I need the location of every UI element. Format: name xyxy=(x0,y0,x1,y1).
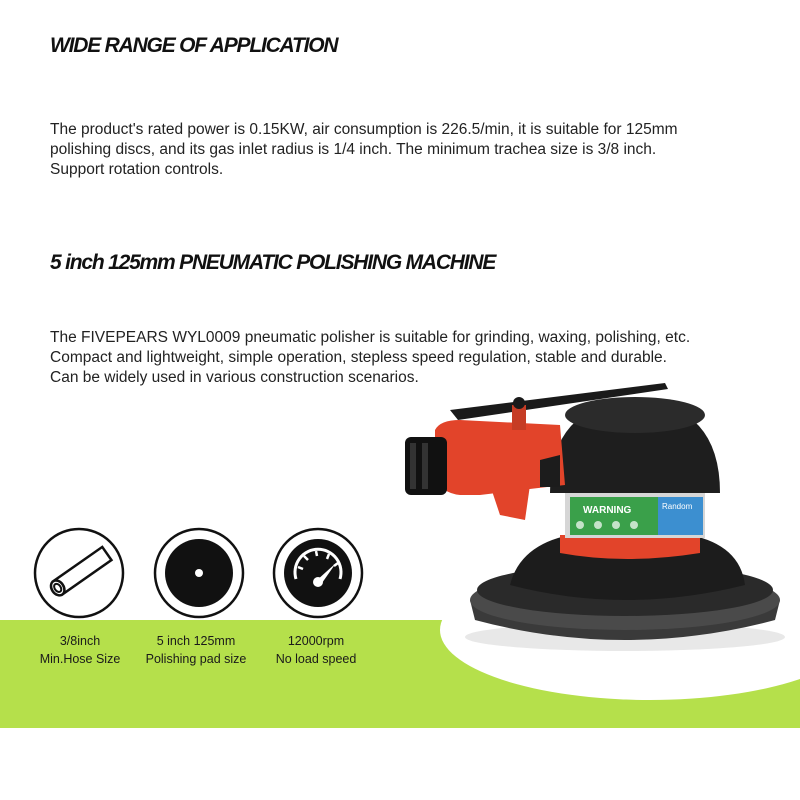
warning-label: WARNING xyxy=(583,505,632,516)
application-line-2: polishing discs, and its gas inlet radius is 1/4 inch. The minimum trachea size is 3/8 inch. xyxy=(50,141,657,158)
machine-line-1: The FIVEPEARS WYL0009 pneumatic polisher is suitable for grinding, waxing, polishing, etc. xyxy=(50,329,691,346)
spec-hose-size xyxy=(20,632,140,668)
spec-value: 12000rpm xyxy=(287,634,345,648)
brand-label: Random xyxy=(662,502,693,511)
application-description xyxy=(50,120,678,180)
speedometer-icon xyxy=(272,527,364,624)
section-title-application: WIDE RANGE OF APPLICATION xyxy=(50,34,338,57)
section-title-machine: 5 inch 125mm PNEUMATIC POLISHING MACHINE xyxy=(50,251,496,274)
spec-value: 3/8inch xyxy=(59,634,101,648)
spec-label: No load speed xyxy=(275,652,357,666)
spec-speed xyxy=(256,632,376,668)
polisher-product-image xyxy=(400,375,800,660)
hose-icon xyxy=(33,527,125,624)
spec-value: 5 inch 125mm xyxy=(156,634,236,648)
application-line-3: Support rotation controls. xyxy=(50,161,224,178)
application-line-1: The product's rated power is 0.15KW, air consumption is 226.5/min, it is suitable for 125mm xyxy=(50,121,678,138)
machine-line-3: Can be widely used in various construction scenarios. xyxy=(50,369,419,386)
spec-pad-size xyxy=(136,632,256,668)
spec-label: Min.Hose Size xyxy=(39,652,121,666)
machine-line-2: Compact and lightweight, simple operation, stepless speed regulation, stable and durable. xyxy=(50,349,667,366)
polishing-pad-icon xyxy=(153,527,245,624)
spec-label: Polishing pad size xyxy=(145,652,247,666)
